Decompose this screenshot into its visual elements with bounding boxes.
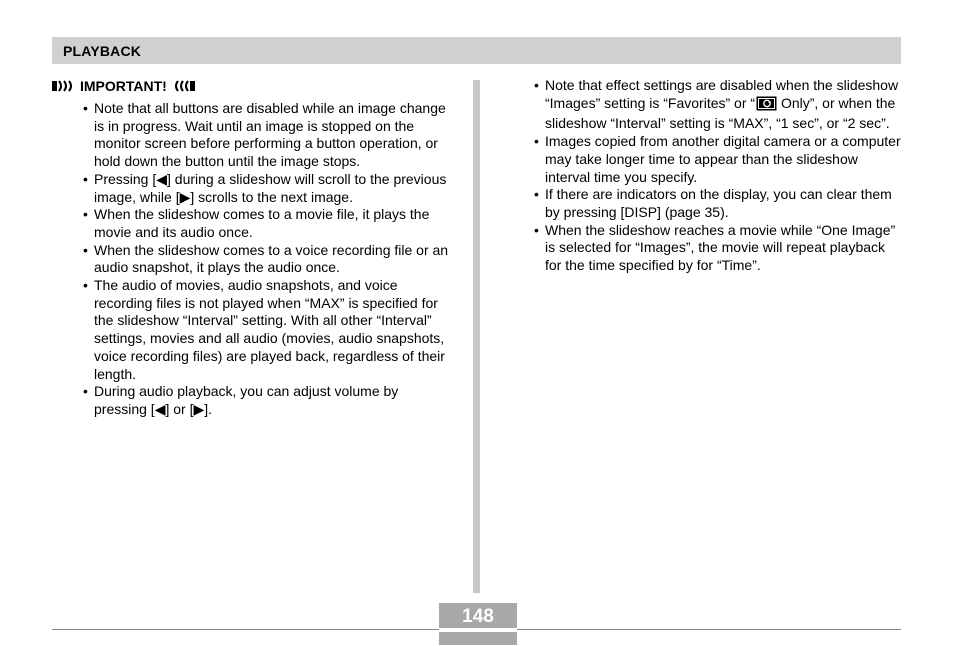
speaker-wave-right-icon xyxy=(52,80,75,92)
list-item: • Pressing [◀] during a slideshow will scroll to the previous image, while [▶] scrolls to the next image. xyxy=(83,171,455,206)
section-title: PLAYBACK xyxy=(63,43,142,59)
list-item: • When the slideshow comes to a voice recording file or an audio snapshot, it plays the audio once. xyxy=(83,242,455,277)
list-item: • Note that all buttons are disabled while an image change is in progress. Wait until an image is stopped on the monitor screen before performing a button operation, or hold down the button until the image stops. xyxy=(83,100,455,171)
speaker-wave-left-icon xyxy=(172,80,195,92)
list-item: • When the slideshow reaches a movie while “One Image” is selected for “Images”, the movie will repeat playback for the time specified by for “Time”. xyxy=(534,222,904,275)
left-column-list xyxy=(83,100,455,419)
right-column-list xyxy=(534,77,904,275)
list-item-text: Note that effect settings are disabled when the slideshow “Images” setting is “Favorites” or “ xyxy=(545,77,899,111)
page-box-divider xyxy=(439,628,517,632)
list-item: • The audio of movies, audio snapshots, and voice recording files is not played when “MAX” is specified for the slideshow “Interval” setting. With all other “Interval” settings, movies and all audio (movies, audio snapshots, voice recording files) are played back, regardless of their length. xyxy=(83,277,455,383)
page-number-box xyxy=(439,603,517,645)
list-item: • Images copied from another digital camera or a computer may take longer time to appear than the slideshow interval time you specify. xyxy=(534,133,904,186)
list-item xyxy=(534,77,904,133)
list-item: • When the slideshow comes to a movie file, it plays the movie and its audio once. xyxy=(83,206,455,241)
column-divider xyxy=(473,80,480,593)
list-item: • If there are indicators on the display, you can clear them by pressing [DISP] (page 35). xyxy=(534,186,904,221)
important-heading xyxy=(52,78,195,94)
page-number: 148 xyxy=(462,606,494,627)
important-label: IMPORTANT! xyxy=(80,78,167,94)
list-item: • During audio playback, you can adjust volume by pressing [◀] or [▶]. xyxy=(83,383,455,418)
section-header-bar xyxy=(52,37,901,64)
movie-mode-icon xyxy=(756,96,777,116)
list-item-text: Only”, or when the slideshow “Interval” setting is “MAX”, “1 sec”, or “2 sec”. xyxy=(545,94,896,132)
